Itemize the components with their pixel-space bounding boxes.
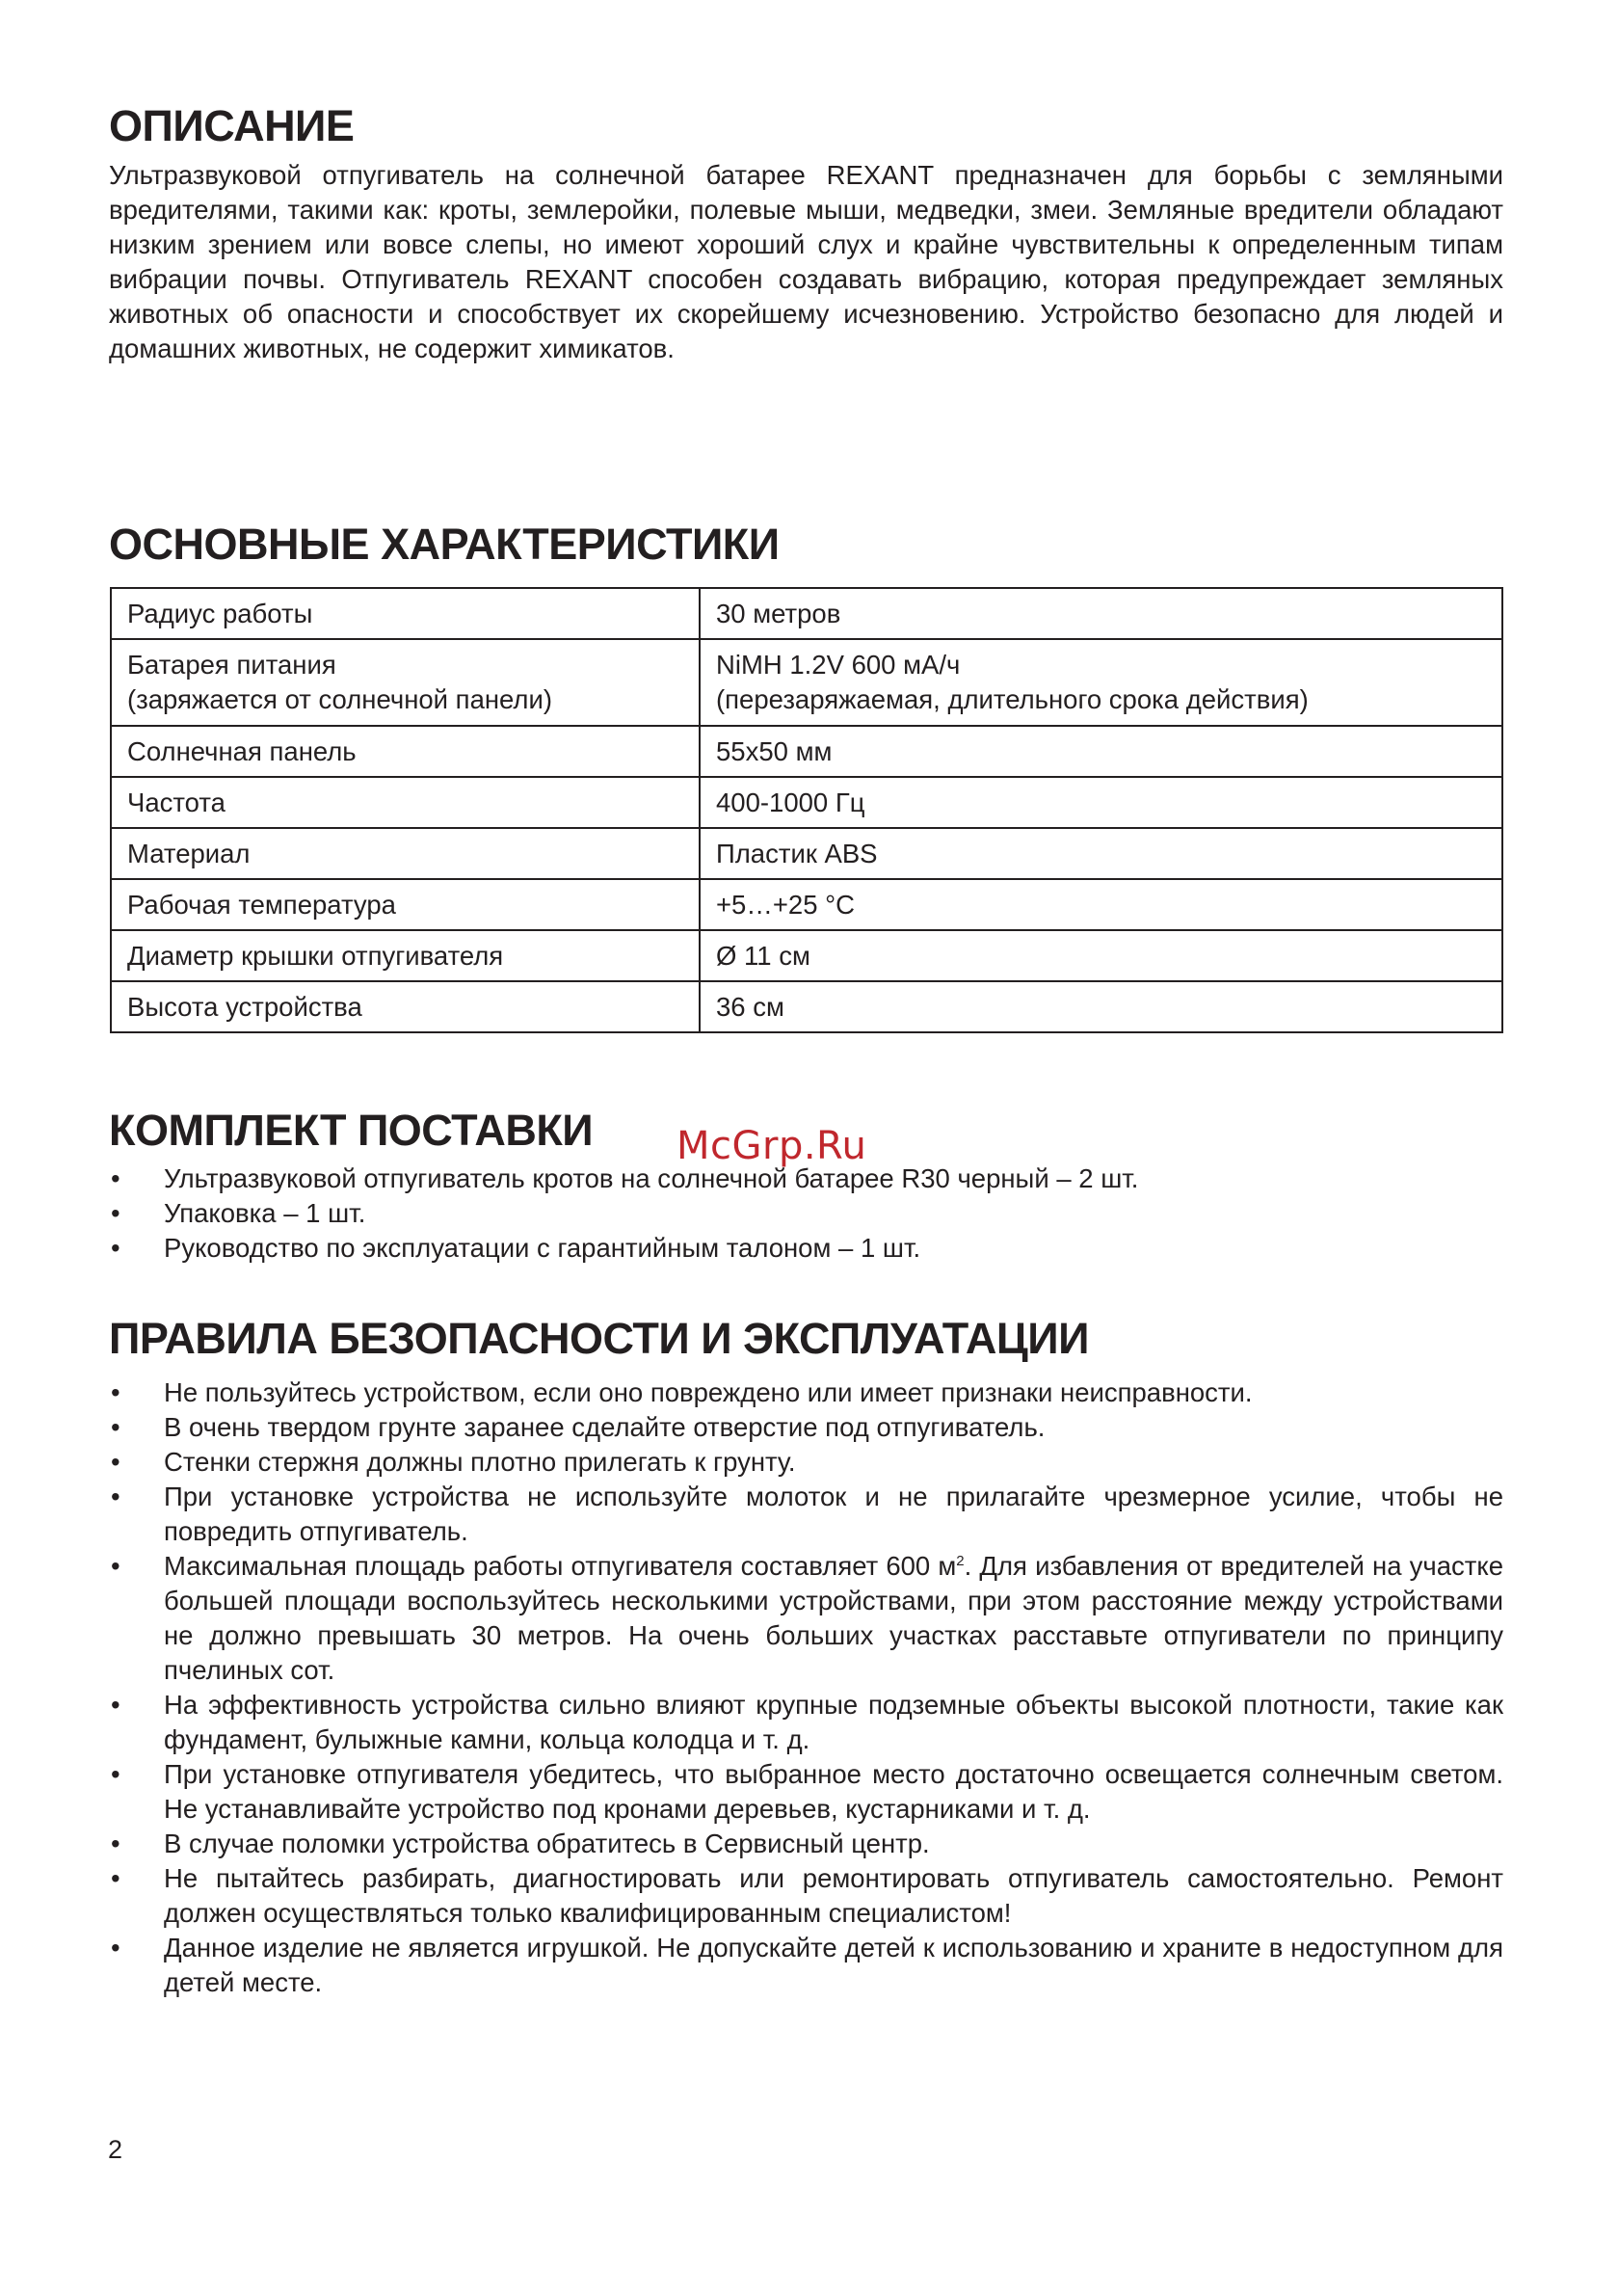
spec-value: +5…+25 °C [700, 879, 1502, 930]
list-item [109, 1161, 1503, 1196]
bullet-icon: • [111, 1829, 120, 1858]
bullet-icon: • [111, 1233, 120, 1263]
spec-value-line: NiMH 1.2V 600 мА/ч [716, 650, 961, 680]
table-row [111, 588, 1502, 639]
spec-key: Частота [111, 777, 700, 828]
spec-key-note: (заряжается от солнечной панели) [127, 684, 552, 714]
spec-value: 400-1000 Гц [700, 777, 1502, 828]
list-item [109, 1688, 1503, 1757]
list-item-text: При установке отпугивателя убедитесь, что выбранное место достаточно освещается солнечным светом. Не устанавливайте устройство под кронами деревьев, кустарниками и т. д. [164, 1759, 1503, 1824]
list-item-text: Ультразвуковой отпугиватель кротов на солнечной батарее R30 черный – 2 шт. [164, 1163, 1139, 1193]
list-item [109, 1410, 1503, 1445]
spec-key: Солнечная панель [111, 726, 700, 777]
specs-table [110, 587, 1503, 1033]
spec-key [111, 639, 700, 726]
package-list [109, 1161, 1503, 1266]
spec-key-line: Батарея питания [127, 650, 336, 680]
superscript-2: 2 [956, 1552, 965, 1569]
list-item-text: Стенки стержня должны плотно прилегать к грунту. [164, 1447, 796, 1477]
table-row [111, 879, 1502, 930]
list-item-text: Данное изделие не является игрушкой. Не допускайте детей к использованию и храните в недоступном для детей месте. [164, 1933, 1503, 1997]
list-item-text: При установке устройства не используйте молоток и не прилагайте чрезмерное усилие, чтобы не повредить отпугиватель. [164, 1482, 1503, 1546]
list-item [109, 1480, 1503, 1549]
table-row [111, 981, 1502, 1032]
table-row [111, 726, 1502, 777]
spec-key: Диаметр крышки отпугивателя [111, 930, 700, 981]
table-row [111, 639, 1502, 726]
list-item [109, 1931, 1503, 2000]
list-item-text: В очень твердом грунте заранее сделайте отверстие под отпугиватель. [164, 1412, 1046, 1442]
spec-key: Материал [111, 828, 700, 879]
list-item-text: Руководство по эксплуатации с гарантийным талоном – 1 шт. [164, 1233, 921, 1263]
list-item [109, 1827, 1503, 1861]
list-item [109, 1757, 1503, 1827]
bullet-icon: • [111, 1198, 120, 1228]
table-row [111, 828, 1502, 879]
description-heading: ОПИСАНИЕ [109, 101, 355, 150]
table-row [111, 777, 1502, 828]
list-item [109, 1375, 1503, 1410]
spec-key: Радиус работы [111, 588, 700, 639]
package-heading: КОМПЛЕКТ ПОСТАВКИ [109, 1106, 594, 1155]
area-text-rest: . Для избавления от вредителей на участке большей площади воспользуйтесь несколькими устройствами, при этом расстояние между устройствами не должно превышать 30 метров. На очень больших участках расставьте отпугиватели по принципу пчелиных сот. [164, 1551, 1503, 1685]
list-item [109, 1196, 1503, 1231]
spec-value: Пластик ABS [700, 828, 1502, 879]
spec-value: 55x50 мм [700, 726, 1502, 777]
bullet-icon: • [111, 1690, 120, 1720]
bullet-icon: • [111, 1412, 120, 1442]
bullet-icon: • [111, 1482, 120, 1511]
table-row [111, 930, 1502, 981]
safety-list [109, 1375, 1503, 2000]
bullet-icon: • [111, 1551, 120, 1581]
list-item-text: В случае поломки устройства обратитесь в Сервисный центр. [164, 1829, 930, 1858]
bullet-icon: • [111, 1933, 120, 1962]
bullet-icon: • [111, 1163, 120, 1193]
list-item-text: Не пользуйтесь устройством, если оно повреждено или имеет признаки неисправности. [164, 1377, 1253, 1407]
spec-value [700, 639, 1502, 726]
list-item-text: Не пытайтесь разбирать, диагностировать или ремонтировать отпугиватель самостоятельно. Ремонт должен осуществляться только квалифицированным специалистом! [164, 1863, 1503, 1928]
bullet-icon: • [111, 1759, 120, 1789]
spec-value: Ø 11 см [700, 930, 1502, 981]
list-item [109, 1231, 1503, 1266]
specs-heading: ОСНОВНЫЕ ХАРАКТЕРИСТИКИ [109, 520, 780, 569]
spec-value: 30 метров [700, 588, 1502, 639]
list-item [109, 1445, 1503, 1480]
list-item [109, 1549, 1503, 1688]
spec-key: Высота устройства [111, 981, 700, 1032]
description-paragraph: Ультразвуковой отпугиватель на солнечной батарее REXANT предназначен для борьбы с земляными вредителями, такими как: кроты, землеройки, полевые мыши, медведки, змеи. Земляные вредители обладают низким зрением или вовсе слепы, но имеют хороший слух и крайне чувствительны к определенным типам вибрации почвы. Отпугиватель REXANT способен создавать вибрацию, которая предупреждает земляных животных об опасности и способствует их скорейшему исчезновению. Устройство безопасно для людей и домашних животных, не содержит химикатов. [109, 160, 1503, 363]
safety-heading: ПРАВИЛА БЕЗОПАСНОСТИ И ЭКСПЛУАТАЦИИ [109, 1314, 1089, 1363]
watermark-text: McGrp.Ru [676, 1124, 867, 1168]
list-item-text: Упаковка – 1 шт. [164, 1198, 366, 1228]
bullet-icon: • [111, 1447, 120, 1477]
area-text: Максимальная площадь работы отпугивателя составляет 600 м [164, 1551, 957, 1581]
bullet-icon: • [111, 1377, 120, 1407]
bullet-icon: • [111, 1863, 120, 1893]
spec-value-note: (перезаряжаемая, длительного срока действия) [716, 684, 1309, 714]
spec-key: Рабочая температура [111, 879, 700, 930]
list-item-text [164, 1551, 1503, 1685]
page-number: 2 [108, 2135, 123, 2164]
list-item-text: На эффективность устройства сильно влияют крупные подземные объекты высокой плотности, такие как фундамент, булыжные камни, кольца колодца и т. д. [164, 1690, 1503, 1754]
list-item [109, 1861, 1503, 1931]
spec-value: 36 см [700, 981, 1502, 1032]
